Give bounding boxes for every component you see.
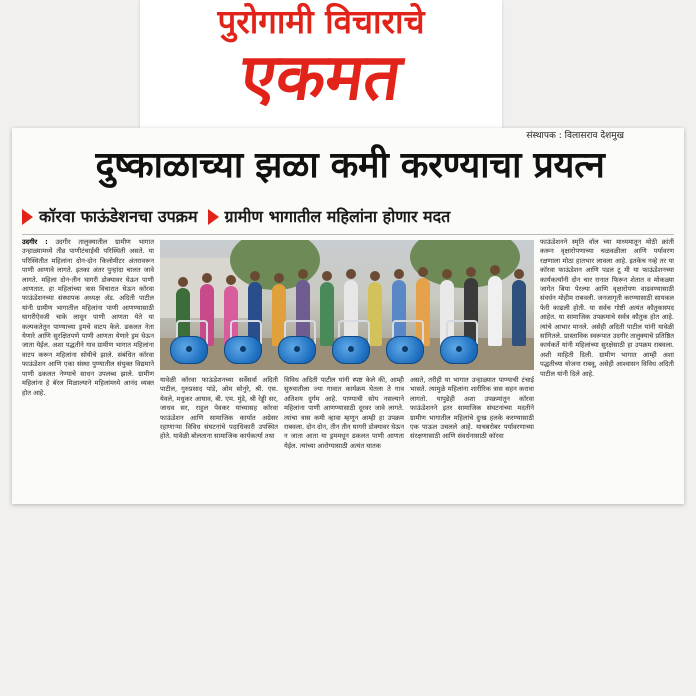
masthead-tagline: पुरोगामी विचाराचे <box>217 2 425 41</box>
water-drum <box>170 336 208 364</box>
water-drum <box>440 336 478 364</box>
red-arrow-icon <box>22 209 33 225</box>
subhead-women <box>208 205 451 229</box>
divider <box>22 234 674 235</box>
article-photo <box>160 240 534 370</box>
article-headline: दुष्काळाच्या झळा कमी करण्याचा प्रयत्न <box>95 145 605 186</box>
masthead-title: एकमत <box>236 41 406 115</box>
subhead-women-text: ग्रामीण भागातील महिलांना होणार मदत <box>224 207 451 226</box>
photo-person <box>488 276 502 346</box>
newspaper-clipping <box>12 128 684 504</box>
founder-line: संस्थापक : विलासराव देशमुख <box>526 131 624 141</box>
column-2-text: यावेळी कॉरवा फाऊंडेशनच्या सर्वेसर्वा अदिती पाटील, गुरुप्रसाद पांडे, ओम सोनुरे, श्री. एस. येवले, मधुकर आघाव, बी. एम. मुंडे, श्री रेड्डी सर, जाधव सर, राहुल पेवकर यांच्यासह कॉरवा फाऊंडेशन आणि सामाजिक कार्यात अग्रेसर रहाणाऱ्या विविध संघटनांचे पदाधिकारी उपस्थित होते. यावेळी बोलताना सामाजिक कार्यकर्त्या तथा <box>160 376 278 441</box>
article-column-1 <box>22 238 154 500</box>
subheadings <box>22 202 674 232</box>
subhead-foundation-text: कॉरवा फाऊंडेशनचा उपक्रम <box>39 207 198 226</box>
article-column-2 <box>160 376 278 500</box>
water-drum <box>224 336 262 364</box>
column-3-text: विविध अदिती पाटील यांनी स्पष्ट केले की, आम्ही सुरुवातीला ज्या गावात कार्यक्रम घेतला ते गाव अतिशय दुर्गम आहे. पाण्याची सोय नसल्याने महिलांना पाणी आणण्यासाठी दूरवर जावे लागते. त्यांचा त्रास कमी व्हावा म्हणून आम्ही हा उपक्रम राबवला. दोन दोन, तीन तीन घागरी डोक्यावर घेऊन न जाता आता या ड्रममधून ढकलत पाणी आणता येईल. त्यांच्या आरोग्यासाठी अत्यंत घातक <box>284 376 404 450</box>
column-1-text: उदगीर तालुक्यातील ग्रामीण भागात उन्हाळ्यामध्ये तीव्र पाणीटंचाईची परिस्थिती असते. या परिस्थितीत महिलांना दोन-दोन किलोमीटर अंतरावरून पाणी आणावे लागते. इतका अंतर पुन्हांदा चालत जावे लागते. महिला दोन-तीन घागरी डोक्यावर घेऊन पाणी आणतात. हा महिलांच्या त्रास विचारात घेऊन कॉरवा फाऊंडेशनच्या संस्थापक अध्यक्ष ॲड. अदिती पाटील यांनी ग्रामीण भागातील महिलांना पाणी आणण्यासाठी घागरीऐवजी चाके लावून पाणी आणता येते या कल्पकतेतून पाण्याच्या ड्रमचे वाटप केले. ढकलत नेता येणारे आणि सुरक्षितपणे पाणी आणता येणारे ड्रम घेऊन जाता येईल. अशा पद्धतीने गाव ग्रामीण भागात महिलांना वाटप करून महिलांना सोयीचे झाले. संबंधित कॉरवा फाऊंडेशन आणि एका संस्था पुण्यातील संयुक्त विद्यमाने पाणी ढकलत नेण्याचे साधन उपलब्ध झाले. ग्रामीण महिलांना हे बॅरल मिळाल्याने महिलांमध्ये आनंद व्यक्त होत आहे. <box>22 238 154 397</box>
dateline: उदगीर : <box>22 238 48 246</box>
photo-person <box>512 280 526 346</box>
subhead-foundation <box>22 205 198 229</box>
photo-person <box>368 282 382 346</box>
article-column-3 <box>284 376 404 500</box>
photo-person <box>320 282 334 346</box>
water-drum <box>278 336 316 364</box>
newspaper-masthead <box>140 0 502 128</box>
article-column-5 <box>540 238 674 500</box>
article-column-4 <box>410 376 534 500</box>
water-drum <box>332 336 370 364</box>
column-4-text: असते, तरीही या भागात उन्हाळ्यात पाण्याची टंचाई भासते. त्यामुळे महिलांना शारीरिक त्रास सहन करावा लागतो. यापुढेही अशा उपक्रमांतून कॉरवा फाऊंडेशनने इतर सामाजिक संघटनांच्या मदतीने ग्रामीण भागातील महिलांचे दुःख हलके करण्यासाठी एक पाऊल उचलले आहे. याचबरोबर पर्यावरणाच्या संरक्षणासाठी आणि संवर्धनासाठी कॉरवा <box>410 376 534 441</box>
column-5-text: फाऊंडेशनने स्मृति वॉल च्या माध्यमातून मोठी क्रांती करून वृक्षारोपणाच्या चळवळीला आणि पर्यावरण रक्षणाला मोठा हातभार लावला आहे. इतकेच नव्हे तर या कॉरवा फाऊंडेशन आणि पडल टू मी या फाऊंडेशनच्या कार्यकर्त्यांनी दोन चार रानात फिरून शेतात व मोकळ्या जागेत बिया पेरल्या आणि वृक्षारोपण वाढवण्यासाठी संवर्धन मोहीम राबवली. जनजागृती करण्यासाठी सायकल फेरी काढली होती. या सर्वच गोष्टी अत्यंत कौतुकास्पद आहेत. या सामाजिक उपक्रमाचे सर्वत्र कौतुक होत आहे. त्यांचे आभार मानले. असेही अदिती पाटील यांनी यावेळी सांगितले. प्रास्ताविक स्वरूपात उदगीर तालुक्याचे प्रतिष्ठित कार्यकर्ते यांनी महिलांच्या सुरक्षेसाठी हा उपक्रम राबवला. अशी माहिती दिली. ग्रामीण भागात आम्ही अशा पद्धतीच्या योजना राबवू, असेही आश्वासन विविध अदिती पाटील यांनी दिले आहे. <box>540 238 674 378</box>
red-arrow-icon <box>208 209 219 225</box>
water-drum <box>386 336 424 364</box>
